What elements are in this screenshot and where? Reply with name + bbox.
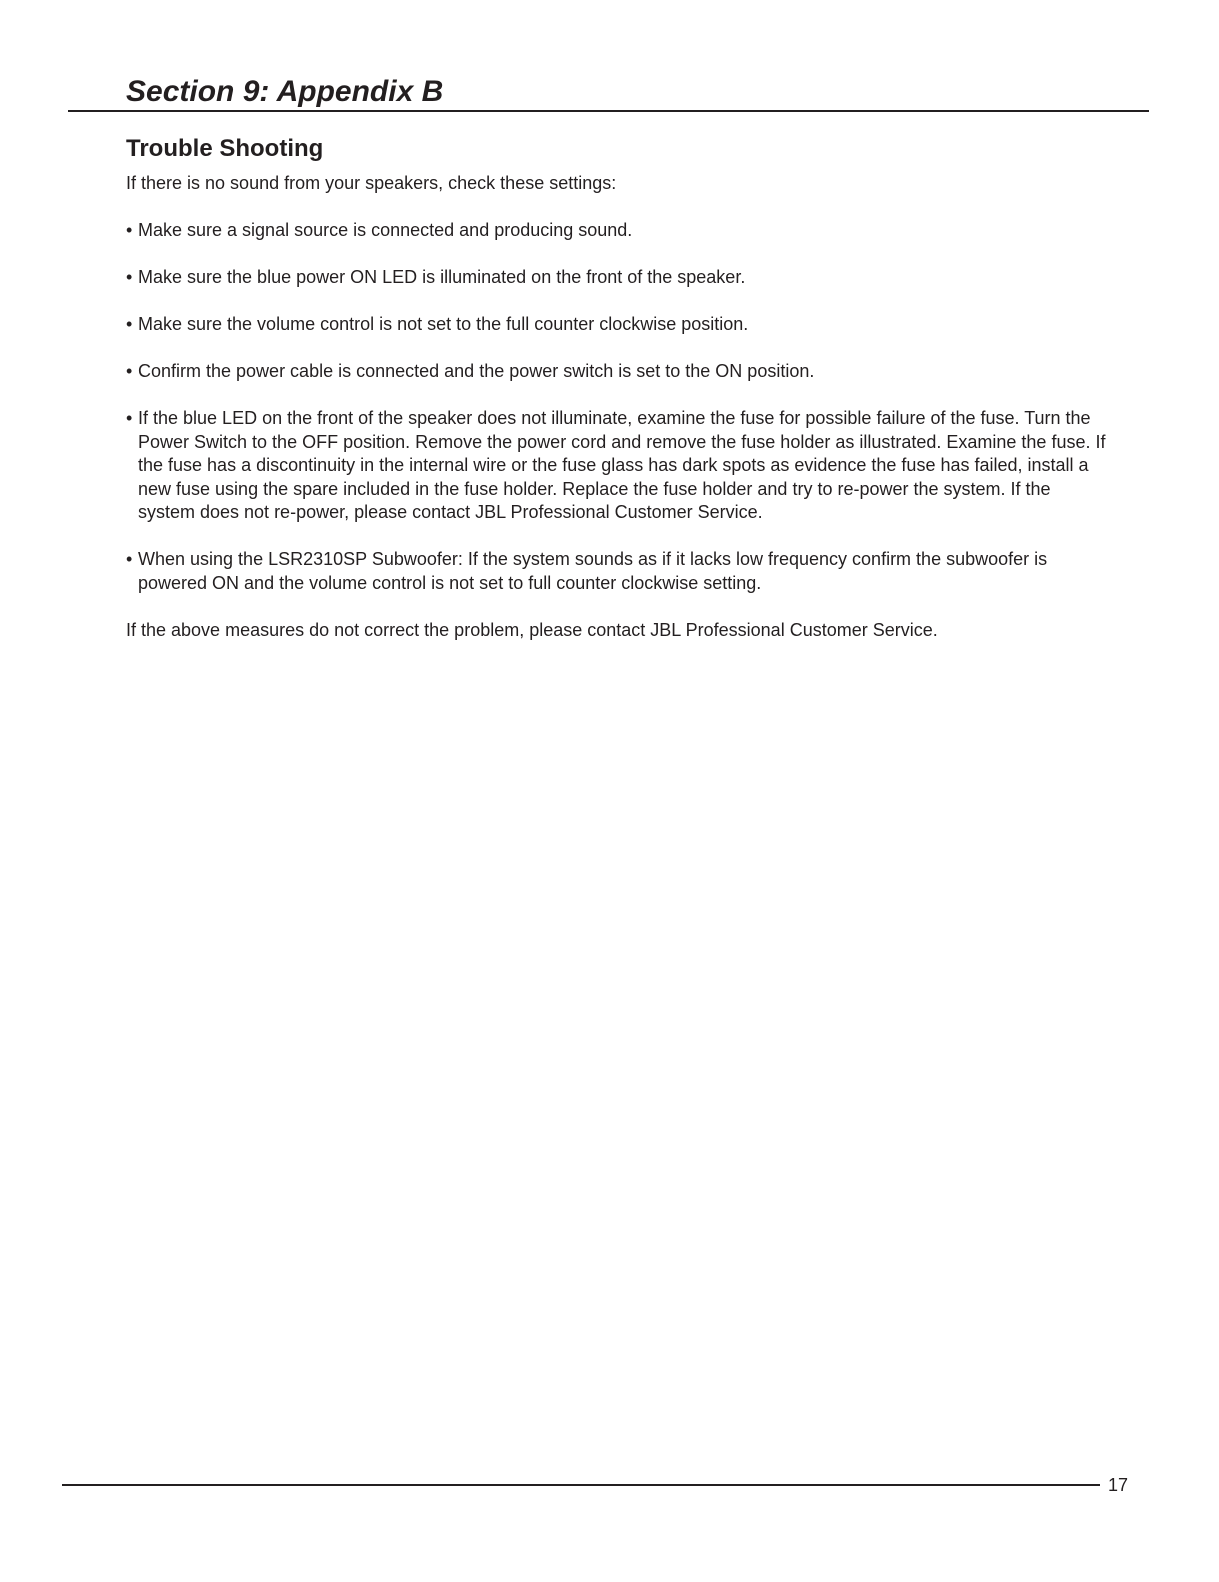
bullet-icon: • — [126, 361, 133, 381]
bullet-icon: • — [126, 549, 133, 569]
list-item-text: Make sure the volume control is not set to the full counter clockwise position. — [138, 314, 749, 334]
main-content — [126, 132, 1106, 642]
section-title: Section 9: Appendix B — [126, 75, 444, 108]
list-item — [126, 219, 1106, 243]
troubleshooting-intro: If there is no sound from your speakers, check these settings: — [126, 173, 617, 193]
list-item-text: Make sure the blue power ON LED is illuminated on the front of the speaker. — [138, 267, 746, 287]
list-item — [126, 407, 1106, 525]
troubleshooting-title: Trouble Shooting — [126, 135, 324, 162]
section-header — [68, 72, 1149, 112]
page-number: 17 — [1108, 1475, 1129, 1495]
list-item-text: If the blue LED on the front of the speaker does not illuminate, examine the fuse for possible failure of the fuse. Turn the Power Switch to the OFF position. Remove the power cord and remove the fuse holder as illustrated. Examine the fuse. If the fuse has a discontinuity in the internal wire or the fuse glass has dark spots as evidence the fuse has failed, install a new fuse using the spare included in the fuse holder. Replace the fuse holder and try to re-power the system. If the system does not re-power, please contact JBL Professional Customer Service. — [138, 408, 1106, 522]
list-item — [126, 548, 1106, 595]
list-item — [126, 266, 1106, 290]
list-item — [126, 313, 1106, 337]
bullet-icon: • — [126, 314, 133, 334]
bullet-icon: • — [126, 220, 133, 240]
list-item-text: Confirm the power cable is connected and the power switch is set to the ON position. — [138, 361, 815, 381]
bullet-icon: • — [126, 408, 133, 428]
footer-divider — [62, 1484, 1100, 1486]
list-item-text: When using the LSR2310SP Subwoofer: If the system sounds as if it lacks low frequency confirm the subwoofer is powered ON and the volume control is not set to full counter clockwise setting. — [138, 549, 1048, 593]
troubleshooting-list — [126, 219, 1106, 595]
list-item-text: Make sure a signal source is connected and producing sound. — [138, 220, 633, 240]
list-item — [126, 360, 1106, 384]
bullet-icon: • — [126, 267, 133, 287]
troubleshooting-outro: If the above measures do not correct the problem, please contact JBL Professional Customer Service. — [126, 619, 938, 640]
